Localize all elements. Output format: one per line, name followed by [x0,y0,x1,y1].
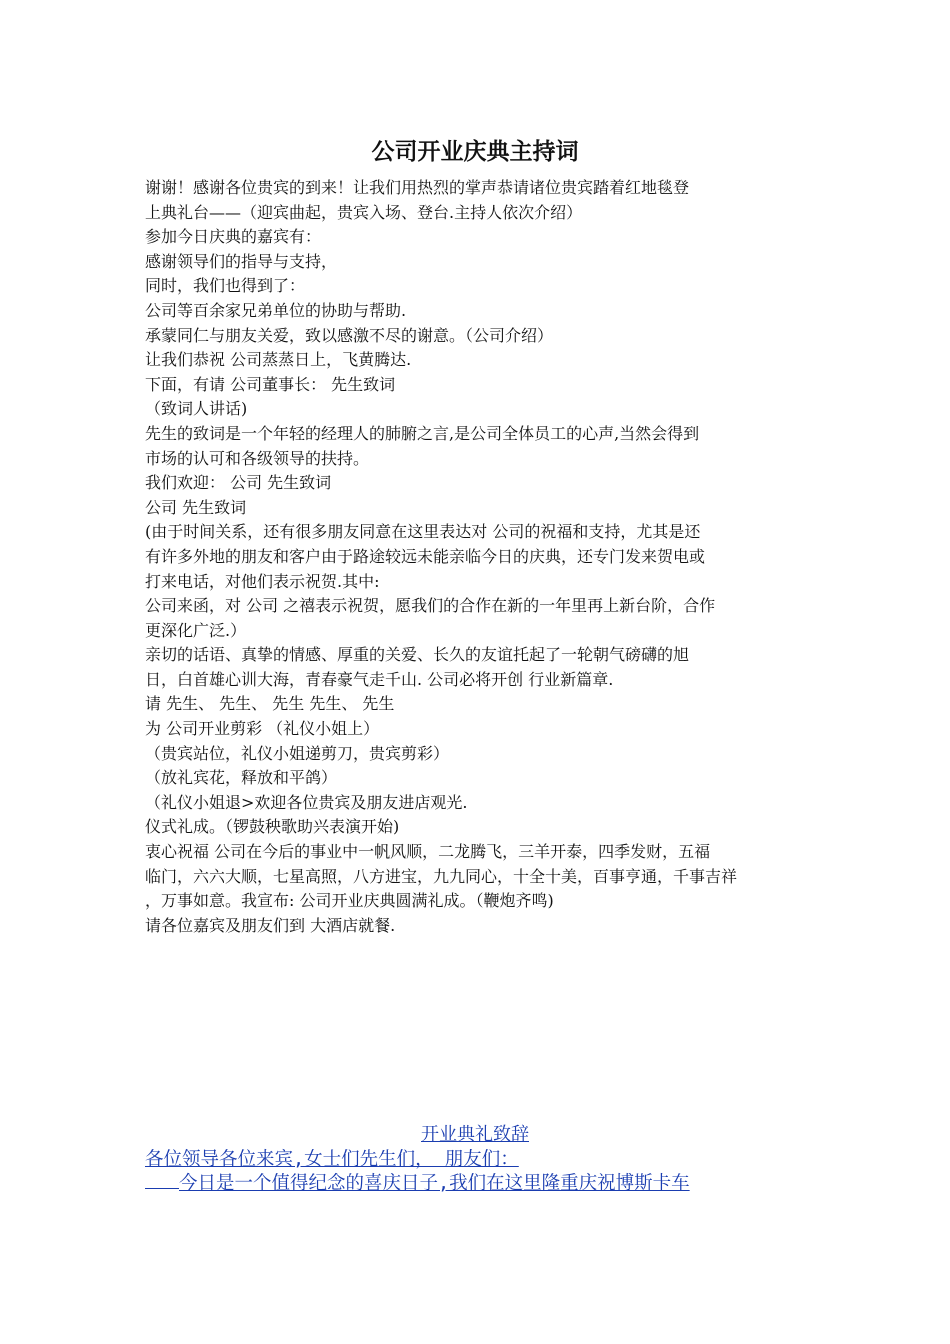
body-line: 上典礼台——（迎宾曲起，贵宾入场、登台.主持人依次介绍） [145,202,583,222]
body-line: （致词人讲话) [145,399,248,419]
body-line: 衷心祝福 公司在今后的事业中一帆风顺，二龙腾飞，三羊开泰，四季发财，五福 [145,842,711,862]
body-line: （贵宾站位，礼仪小姐递剪刀，贵宾剪彩） [145,743,450,763]
body-line: 市场的认可和各级领导的扶持。 [145,448,370,468]
footer-section [145,1122,805,1196]
body-line: 更深化广泛.） [145,620,247,640]
body-line: 让我们恭祝 公司蒸蒸日上，飞黄腾达. [145,350,412,370]
body-line: 公司 先生致词 [145,497,247,517]
body-line: 下面，有请 公司董事长： 先生致词 [145,374,396,394]
document-body [145,176,813,938]
body-line: 谢谢！感谢各位贵宾的到来！让我们用热烈的掌声恭请诸位贵宾踏着红地毯登 [145,178,690,197]
body-line: (由于时间关系，还有很多朋友同意在这里表达对 公司的祝福和支持，尤其是还 [145,522,701,542]
body-line: 承蒙同仁与朋友关爱，致以感激不尽的谢意。（公司介绍） [145,325,554,345]
body-line: 仪式礼成。（锣鼓秧歌助兴表演开始) [145,817,400,837]
body-line: 为 公司开业剪彩 （礼仪小姐上） [145,719,380,739]
body-line: （放礼宾花，释放和平鸽） [145,768,338,788]
page-title: 公司开业庆典主持词 [371,139,579,165]
body-line: 临门，六六大顺，七星高照，八方进宝，九九同心，十全十美，百事亨通，千事吉祥 [145,866,738,886]
footer-opening-line [145,1172,805,1196]
body-line: 公司等百余家兄弟单位的协助与帮助. [145,300,407,320]
body-line: 日，白首雄心训大海，青春豪气走千山. 公司必将开创 行业新篇章. [145,669,614,689]
footer-opening-text: 今日是一个值得纪念的喜庆日子,我们在这里隆重庆祝博斯卡车 [179,1173,690,1194]
body-line: 先生的致词是一个年轻的经理人的肺腑之言,是公司全体员工的心声,当然会得到 [145,423,700,443]
body-line: 请 先生、 先生、 先生 先生、 先生 [145,694,395,714]
body-line: ，万事如意。我宣布: 公司开业庆典圆满礼成。（鞭炮齐鸣) [145,891,554,911]
body-line: 亲切的话语、真挚的情感、厚重的关爱、长久的友谊托起了一轮朝气磅礴的旭 [145,645,690,665]
footer-greeting: 各位领导各位来宾,女士们先生们， 朋友们： [145,1149,519,1170]
body-line: 我们欢迎： 公司 先生致词 [145,473,332,493]
body-line: 有许多外地的朋友和客户由于路途较远未能亲临今日的庆典，还专门发来贺电或 [145,546,706,566]
body-line: 参加今日庆典的嘉宾有： [145,227,322,247]
body-line: 感谢领导们的指导与支持， [145,251,338,271]
indent-underline [145,1187,179,1189]
footer-title: 开业典礼致辞 [421,1124,529,1145]
body-line: 打来电话，对他们表示祝贺.其中: [145,571,380,591]
body-line: 公司来函，对 公司 之禧表示祝贺，愿我们的合作在新的一年里再上新台阶，合作 [145,596,716,616]
body-line: 同时，我们也得到了： [145,276,306,296]
body-line: （礼仪小姐退>欢迎各位贵宾及朋友进店观光. [145,792,468,812]
body-line: 请各位嘉宾及朋友们到 大酒店就餐. [145,915,396,935]
